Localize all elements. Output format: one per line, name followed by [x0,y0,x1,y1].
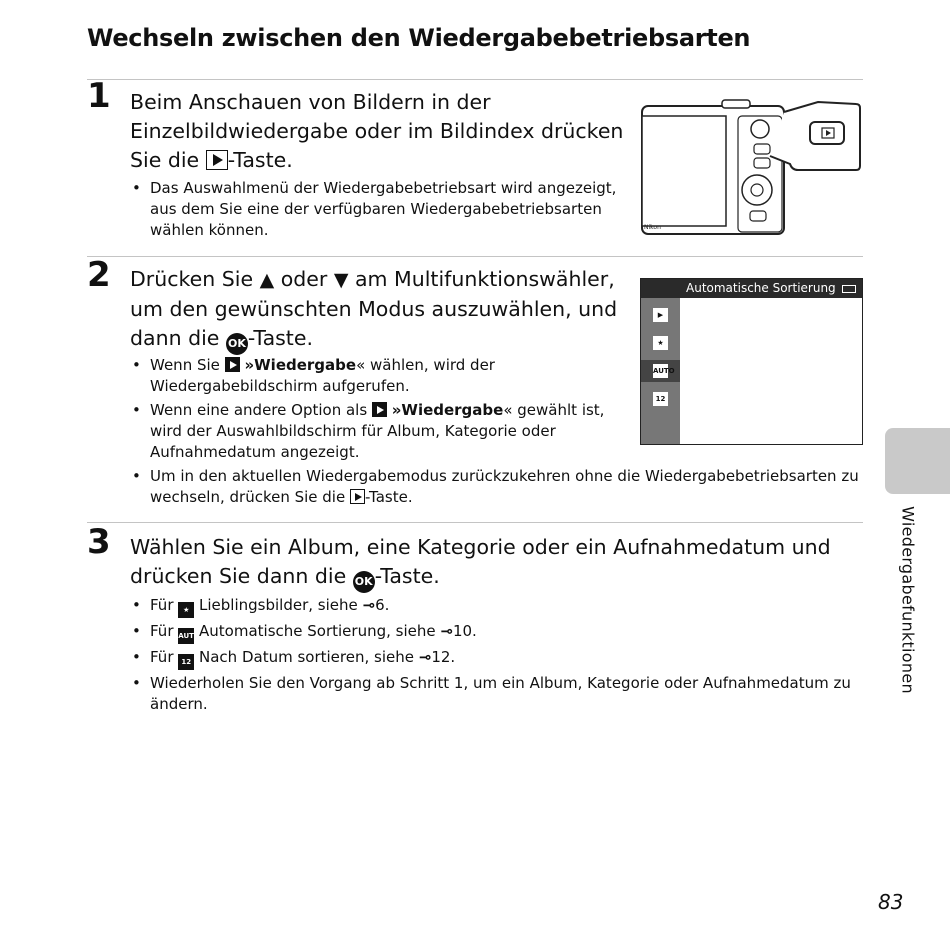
bullet-line: wählen können. [150,221,269,239]
favorites-icon: ★ [178,602,194,618]
page-title: Wechseln zwischen den Wiedergabebetriebsarten [87,24,751,52]
bullet-text: Für [150,596,179,614]
menu-header [641,279,862,298]
step-2-number: 2 [87,255,111,295]
step-1-bullets [130,178,616,244]
auto-sort-icon: AUTO [178,628,194,644]
step-2-text: am Multifunktionswähler, [348,267,615,291]
divider [87,522,863,523]
bullet-line: ändern. [150,695,208,713]
step-2-text: oder [274,267,334,291]
chapter-tab [885,428,950,494]
bullet-item [130,178,616,241]
bullet-text: « wählen, wird der [356,356,495,374]
ok-button-icon: OK [353,571,375,593]
bullet-text: Lieblingsbilder, siehe [194,596,363,614]
step-3-text: Wählen Sie ein Album, eine Kategorie oder ein Aufnahmedatum und [130,535,831,559]
step-2-text: Drücken Sie [130,267,260,291]
bullet-line: Aufnahmedatum angezeigt. [150,443,360,461]
step-3-text: -Taste. [374,564,440,588]
bullet-bold: »Wiedergabe [244,356,357,374]
list-by-date-icon: 12 [653,392,668,406]
step-1-line: Beim Anschauen von Bildern in der [130,90,491,114]
step-3-number: 3 [87,522,111,562]
divider [87,256,863,257]
bullet-item [130,673,851,715]
camera-back-illustration [640,96,862,240]
playback-mode-menu [640,278,863,445]
menu-title: Automatische Sortierung [686,281,836,295]
step-1-line: Einzelbildwiedergabe oder im Bildindex drücken [130,119,624,143]
bullet-line: wird der Auswahlbildschirm für Album, Kategorie oder [150,422,556,440]
favorites-icon: ★ [653,336,668,350]
bullet-line: • Um in den aktuellen Wiedergabemodus zurückzukehren ohne die Wiedergabebetriebsarten zu [150,467,859,485]
bullet-text: 10. [452,622,477,640]
chapter-label: Wiedergabefunktionen [898,506,918,694]
playback-button-icon [350,489,365,504]
playback-button-icon [206,150,228,170]
step-3-instruction [130,533,831,593]
bullet-text: -Taste. [364,488,413,506]
bullet-line: Wiedergabebildschirm aufgerufen. [150,377,410,395]
play-icon: ▶ [653,308,668,322]
step-1-line: -Taste. [227,148,293,172]
play-icon [372,402,387,417]
bullet-text: Wenn eine andere Option als [150,401,372,419]
camera-brand: Nikon [644,224,661,231]
bullet-bold: »Wiedergabe [391,401,504,419]
battery-icon [842,285,856,293]
play-icon [225,357,240,372]
auto-sort-icon: AUTO [653,364,668,378]
step-2-instruction [130,265,617,355]
menu-item-play [641,304,680,326]
step-1-number: 1 [87,76,111,116]
bullet-item [130,621,851,644]
up-arrow-icon: ▲ [259,269,275,291]
menu-item-list-by-date [641,388,680,410]
bullet-text: Für [150,648,179,666]
step-3-bullets [130,595,851,718]
menu-item-favorites [641,332,680,354]
down-arrow-icon: ▼ [333,269,349,291]
bullet-item [130,466,859,508]
reference-icon: ⊸ [418,648,432,666]
menu-sidebar [641,298,680,444]
bullet-text: Für [150,622,179,640]
page-number: 83 [878,890,904,914]
ok-button-icon: OK [226,333,248,355]
bullet-text: 6. [375,596,390,614]
list-by-date-icon: 12 [178,654,194,670]
step-2-text: -Taste. [247,326,313,350]
bullet-line: • Das Auswahlmenü der Wiedergabebetriebsart wird angezeigt, [150,179,617,197]
menu-item-auto-sort [641,360,680,382]
reference-icon: ⊸ [362,596,376,614]
bullet-text: Nach Datum sortieren, siehe [194,648,419,666]
step-1-instruction [130,88,623,175]
bullet-text: « gewählt ist, [503,401,605,419]
divider [87,79,863,80]
bullet-text: Automatische Sortierung, siehe [194,622,441,640]
step-3-text: drücken Sie dann die [130,564,353,588]
bullet-text: 12. [431,648,456,666]
reference-icon: ⊸ [440,622,453,640]
step-1-line: Sie die [130,148,206,172]
bullet-line: aus dem Sie eine der verfügbaren Wiedergabebetriebsarten [150,200,602,218]
step-2-text: um den gewünschten Modus auszuwählen, und [130,297,618,321]
bullet-item [130,595,851,618]
bullet-text: wechseln, drücken Sie die [150,488,350,506]
bullet-line: • Wiederholen Sie den Vorgang ab Schritt 1, um ein Album, Kategorie oder Aufnahmedatum zu [150,674,851,692]
bullet-text: Wenn Sie [150,356,225,374]
bullet-item [130,647,851,670]
step-2-text: dann die [130,326,226,350]
